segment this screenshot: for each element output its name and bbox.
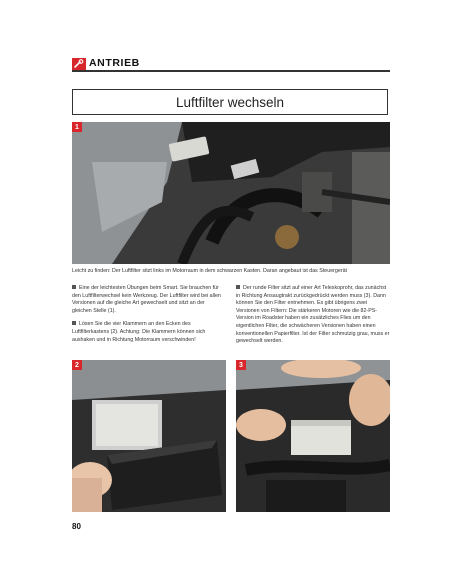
page-title: Luftfilter wechseln [175,94,285,110]
photo-2 [72,360,226,512]
text-column-left [72,285,224,350]
photo-number: 1 [72,122,82,132]
paragraph-text: Eine der leichtesten Übungen beim Smart. Sie brauchen für den Luftfilterwechsel kein Werkzeug. Der Luftfilter wird bei allen Versionen auf die gleiche Art gewechselt und sitzt an der gleichen Stelle (1). [72,285,221,314]
paragraph [236,285,390,346]
paragraph [72,321,224,344]
photo-3 [236,360,390,512]
header-rule [72,70,390,72]
paragraph-text: Lösen Sie die vier Klammern an den Ecken des Luftfilterkastens (2). Achtung: Die Klammern können sich aushaken und in Richtung Motorraum verschwinden! [72,321,206,343]
filter-removal-photo [236,360,390,512]
page-number: 80 [72,522,81,531]
bullet-icon [236,285,240,289]
photo-caption: Leicht zu finden: Der Luftfilter sitzt links im Motorraum in dem schwarzen Kasten. Daran angebaut ist das Steuergerät [72,268,347,274]
engine-bay-photo [72,122,390,264]
section-label: ANTRIEB [89,57,140,69]
wrench-icon [74,59,84,69]
paragraph [72,285,224,315]
photo-number: 2 [72,360,82,370]
bullet-icon [72,321,76,325]
filter-housing-photo [72,360,226,512]
photo-number: 3 [236,360,246,370]
bullet-icon [72,285,76,289]
title-box [72,89,388,115]
paragraph-text: Der runde Filter sitzt auf einer Art Teleskoprohr, das zunächst in Richtung Ansaugtrakt zurückgedrückt werden muss (3). Dann können Sie den Filter entnehmen. Es gibt übrigens zwei Versionen von Filtern: Die stärkeren Motoren wie die 82-PS-Version im Roadster haben ein zusätzliches Flies um den eigentlichen Filter, die schwächeren Versionen haben einen konventionellen Papierfilter. Ist der Filter schmutzig grau, muss er gewechselt werden. [236,285,390,345]
photo-1 [72,122,390,264]
text-column-right [236,285,390,352]
section-logo [72,58,86,70]
